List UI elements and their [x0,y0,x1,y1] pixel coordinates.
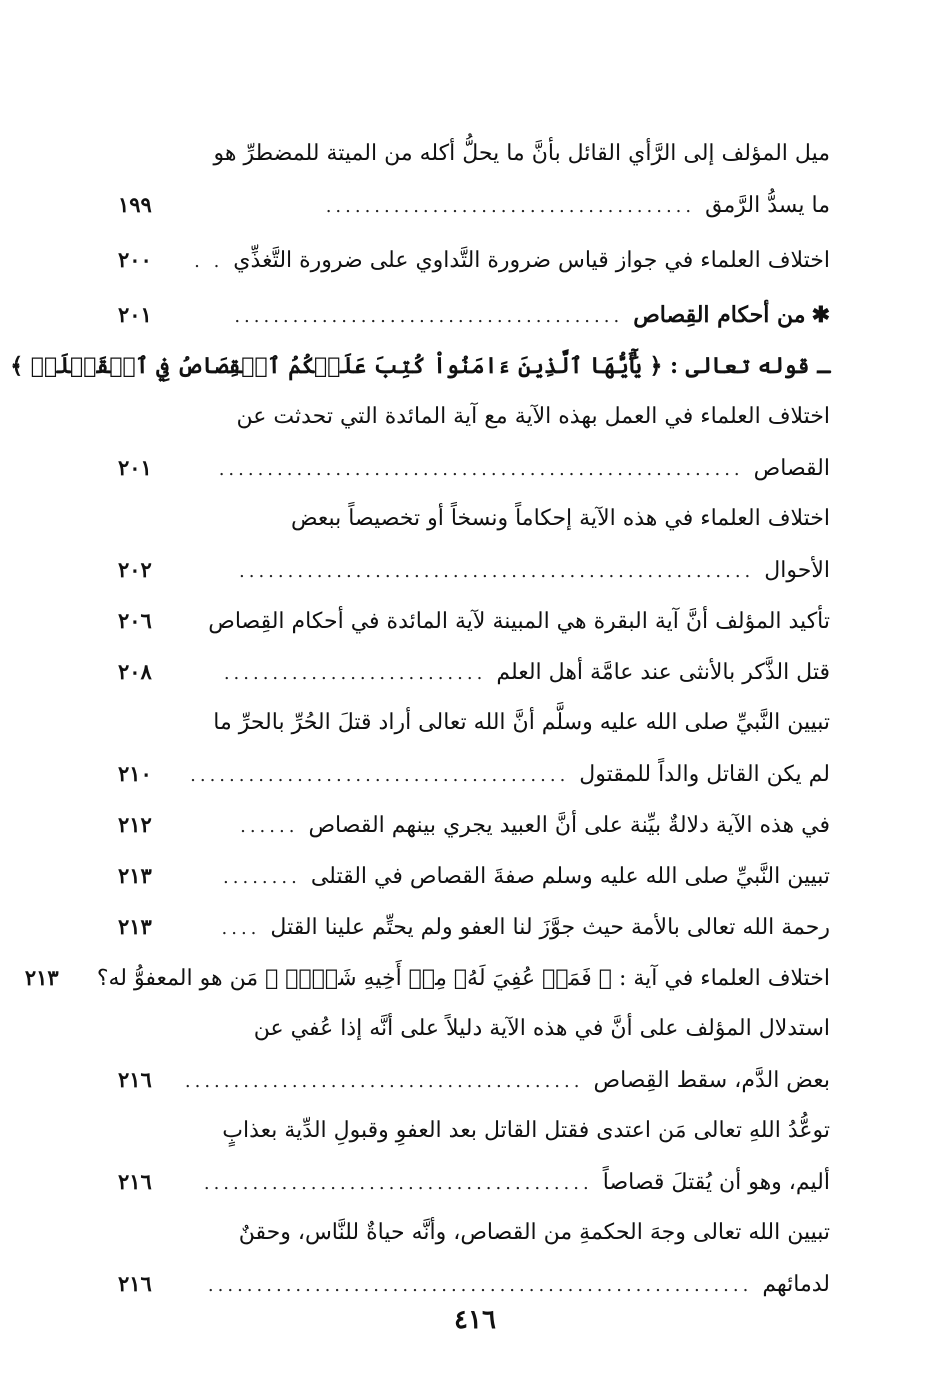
toc-entry-text: أليم، وهو أن يُقتلَ قصاصاً [602,1170,830,1195]
toc-line [118,850,830,901]
leader-dots: ..................................................... [239,561,755,582]
toc-page-number: ٢٠٦ [118,608,152,633]
toc-page-number: ٢٠٨ [118,659,152,684]
toc-entry-text: ـ قوله تعالى : ﴿ يَٰٓأَيُّهَا ٱلَّذِينَ ءَامَنُواْ كُتِبَ عَلَيۡكُمُ ٱلۡقِصَاصُ فِي ٱلۡقَتۡلَىۖ ﴾ [10,353,830,379]
toc-page-number: ٢١٢ [118,812,152,837]
toc-line [118,1258,830,1309]
toc-entry-text: القصاص [753,456,830,481]
toc-line [118,234,830,285]
toc-line [118,1003,830,1054]
leader-dots: ........................................ [203,1173,593,1194]
toc-page-number: ٢١٦ [118,1271,152,1296]
toc-page-number: ٢١٠ [118,761,152,786]
toc-entry-text: لم يكن القاتل والداً للمقتول [579,762,830,787]
toc-entry-text: في هذه الآية دلالةٌ بيِّنة على أنَّ العبيد يجري بينهم القصاص [308,813,830,838]
toc-entry-text: تأكيد المؤلف أنَّ آية البقرة هي المبينة لآية المائدة في أحكام القِصاص [208,609,830,634]
toc-line [118,799,830,850]
toc-line [118,391,830,442]
toc-line [118,901,830,952]
toc-page-number: ٢١٦ [118,1169,152,1194]
toc-section-heading [118,289,830,340]
toc-line [118,697,830,748]
toc-entry-text: قتل الذَّكر بالأنثى عند عامَّة أهل العلم [496,660,830,685]
toc-entry-text: اختلاف العلماء في هذه الآية إحكاماً ونسخاً أو تخصيصاً ببعض [290,506,830,531]
asterisk-icon: ✱ [811,302,830,328]
toc-page-number: ٢٠٢ [118,557,152,582]
toc-line [118,179,830,230]
toc-entry-text: اختلاف العلماء في آية : ﴿ فَمَنۡ عُفِيَ لَهُۥ مِنۡ أَخِيهِ شَيۡءٞ ﴾ مَن هو المعفوُّ له؟ [96,966,830,991]
toc-line [118,1054,830,1105]
leader-dots: ...................................... [325,196,696,217]
toc-line [118,748,830,799]
toc-line [24,952,830,1003]
toc-line [118,595,830,646]
page-number: ٤١٦ [454,1305,496,1335]
leader-dots: ...................................................... [218,459,744,480]
toc-line [118,544,830,595]
leader-dots: . . [194,251,224,272]
toc-entry-text: اختلاف العلماء في العمل بهذه الآية مع آية المائدة التي تحدثت عن [236,404,830,429]
toc-entry-text: تبيين النَّبيِّ صلى الله عليه وسلَّم أنَّ الله تعالى أراد قتلَ الحُرِّ بالحرِّ ما [213,710,830,735]
toc-line [118,646,830,697]
toc-entry-text: توعُّدُ اللهِ تعالى مَن اعتدى فقتل القاتل بعد العفوِ وقبولِ الدِّية بعذابٍ [222,1118,830,1143]
leader-dots: ........ [223,867,301,888]
toc-entry-text: ما يسدُّ الرَّمق [705,193,830,218]
toc-page-number: ٢٠٠ [118,247,152,272]
leader-dots: ........................................................ [207,1275,753,1296]
section-title: من أحكام القِصاص [633,302,806,328]
leader-dots: ....................................... [190,765,570,786]
toc-page-number: ١٩٩ [118,192,152,217]
toc-page-number: ٢١٣ [24,965,59,990]
toc-line [118,128,830,179]
leader-dots: ...... [240,816,299,837]
toc-entry-text [623,290,830,341]
toc-page-number: ٢١٣ [118,914,152,939]
toc-entry-text: بعض الدَّم، سقط القِصاص [593,1068,830,1093]
table-of-contents [10,128,830,1309]
leader-dots: ........................... [223,663,487,684]
toc-entry-text: الأحوال [764,558,830,583]
toc-entry-text: رحمة الله تعالى بالأمة حيث جوَّزَ لنا العفو ولم يحتِّم علينا القتل [270,915,830,940]
toc-line [118,1105,830,1156]
toc-entry-text: تبيين الله تعالى وجهَ الحكمةِ من القصاص، وأنَّه حياةٌ للنَّاس، وحقنٌ [238,1220,830,1245]
toc-line [118,493,830,544]
toc-page-number: ٢٠١ [118,302,152,327]
toc-line [118,442,830,493]
toc-entry-text: تبيين النَّبيِّ صلى الله عليه وسلم صفةَ القصاص في القتلى [310,864,830,889]
leader-dots: ........................................ [234,306,624,327]
toc-entry-text: اختلاف العلماء في جواز قياس ضرورة التَّداوي على ضرورة التَّغذِّي [233,248,830,273]
toc-page-number: ٢٠١ [118,455,152,480]
toc-page-number: ٢١٦ [118,1067,152,1092]
toc-line [118,1156,830,1207]
toc-entry-text: ميل المؤلف إلى الرَّأي القائل بأنَّ ما يحلُّ أكله من الميتة للمضطرِّ هو [213,141,830,166]
toc-entry-text: استدلال المؤلف على أنَّ في هذه الآية دليلاً على أنَّه إذا عُفي عن [253,1016,830,1041]
toc-line [10,340,830,391]
toc-line [118,1207,830,1258]
toc-page-number: ٢١٣ [118,863,152,888]
toc-entry-text: لدمائهم [762,1272,830,1297]
leader-dots: .... [221,918,261,939]
leader-dots: ......................................... [184,1071,584,1092]
